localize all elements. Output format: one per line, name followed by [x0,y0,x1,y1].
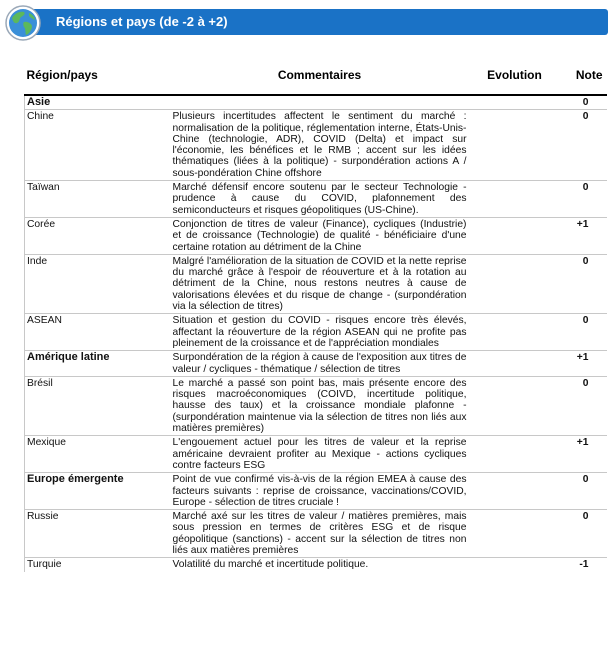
table-row [25,376,607,435]
region-note: +1 [561,351,607,377]
region-evolution [469,254,561,313]
region-evolution [469,473,561,510]
region-name: Russie [25,510,171,558]
region-note: -1 [561,558,607,572]
region-comment: Point de vue confirmé vis-à-vis de la région EMEA à cause des facteurs suivants : reprise de croissance, vaccinations/COVID, Europe - sélection de titres cruciale ! [172,474,467,508]
region-note: +1 [561,436,607,473]
region-comment: L'engouement actuel pour les titres de valeur et la reprise américaine devraient profiter au Mexique - actions cycliques contre facteurs ESG [172,437,467,471]
region-note: 0 [561,510,607,558]
region-note: 0 [561,376,607,435]
region-comment: Conjonction de titres de valeur (Finance), cycliques (Industrie) et de croissance (Technologie) de qualité - bénéficiaire d'une certaine rotation au détriment de la Chine [172,218,467,253]
region-note: 0 [561,254,607,313]
table-row [25,351,607,377]
region-name: Asie [25,95,171,110]
table-row [25,254,607,313]
table-header [25,64,607,95]
region-evolution [469,314,561,351]
region-name: Brésil [25,376,171,435]
region-comment [171,95,469,110]
region-name: Inde [25,254,171,313]
region-evolution [469,217,561,254]
region-comment: Le marché a passé son point bas, mais présente encore des risques macroéconomiques (COIVD, incertitude politique, hausse des taux) et la croissance mondiale plafonne - (surpondération maintenue via la sélection de titres non liés aux matières premières) [172,377,467,435]
region-evolution [469,436,561,473]
region-comment: Marché axé sur les titres de valeur / matières premières, mais sous pression en termes de critères ESG et de risque géopolitique (sanctions) - accent sur la sélection de titres non liés aux matières premières [172,511,467,556]
region-name: Corée [25,217,171,254]
region-evolution [469,351,561,377]
region-comment: Marché défensif encore soutenu par le secteur Technologie - prudence à cause du COVID, plafonnement des semiconducteurs et risques géopolitiques (US-Chine). [172,182,467,216]
region-comment: Surpondération de la région à cause de l'exposition aux titres de valeur / cycliques - thématique / sélection de titres [172,352,467,375]
region-comment: Volatilité du marché et incertitude politique. [171,558,469,572]
table-row [25,436,607,473]
region-evolution [469,110,561,181]
region-comment: Plusieurs incertitudes affectent le sentiment du marché : normalisation de la politique, réglementation interne, États-Unis-Chine (technologie, ADR), COVID (Delta) et impact sur l'économie, les bénéfices et le RMB ; accent sur les idées thématiques (liées à la politique) - surpondération actions A / sous-pondération Chine offshore [172,111,467,179]
table-row [25,473,607,510]
region-note: 0 [561,181,607,218]
region-name: Taïwan [25,181,171,218]
region-evolution [469,95,561,110]
region-note: 0 [561,314,607,351]
table-row [25,314,607,351]
region-note: +1 [561,217,607,254]
column-header-evolution: Evolution [469,64,561,95]
globe-icon [4,4,42,42]
region-name: ASEAN [25,314,171,351]
region-note: 0 [561,110,607,181]
region-evolution [469,376,561,435]
table-row [25,217,607,254]
region-note: 0 [561,473,607,510]
column-header-comments: Commentaires [171,64,469,95]
region-name: Mexique [25,436,171,473]
region-name: Europe émergente [25,473,171,510]
region-note: 0 [561,95,607,110]
region-comment: Malgré l'amélioration de la situation de COVID et la nette reprise du marché grâce à l'espoir de réouverture et à la rotation au détriment de la Chine, nous restons neutres à cause de valorisations élevées et du risque de change - (surpondération via la sélection de titres) [172,255,467,313]
section-header [4,4,606,40]
table-row [25,558,607,572]
region-evolution [469,181,561,218]
region-name: Amérique latine [25,351,171,377]
table-row [25,510,607,558]
table-row [25,95,607,110]
region-evolution [469,558,561,572]
region-name: Chine [25,110,171,181]
table-row [25,110,607,181]
table-row [25,181,607,218]
region-comment: Situation et gestion du COVID - risques encore très élevés, affectant la réouverture de la région ASEAN qui ne profite pas pleinement de la croissance et de l'appréciation mondiales [172,315,467,349]
page-title: Régions et pays (de -2 à +2) [56,14,228,29]
region-name: Turquie [25,558,171,572]
column-header-note: Note [561,64,607,95]
region-evolution [469,510,561,558]
table-body [25,95,607,572]
region-table [24,64,607,572]
column-header-region: Région/pays [25,64,171,95]
